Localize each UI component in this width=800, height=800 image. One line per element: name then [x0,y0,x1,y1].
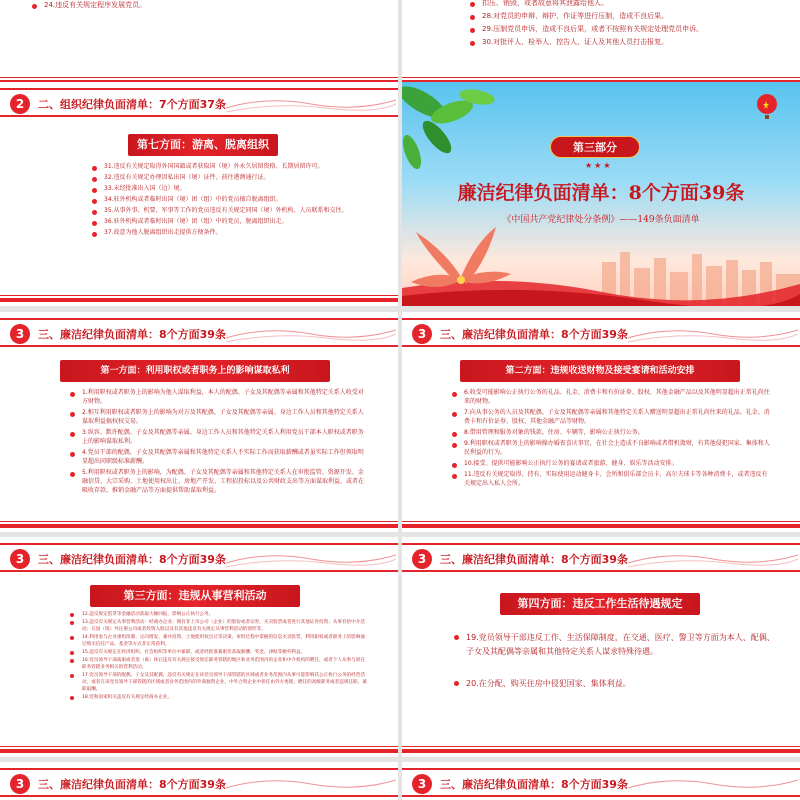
divider [0,345,398,347]
wave-decoration [226,94,396,114]
divider [402,524,800,528]
list-item: 17.党员领导干部的配偶、子女及其配偶，违反有关规定在该党员领导干部管辖的区域或者业务范围内从事可能影响其公正执行公务的经营活动，或者在该党员领导干部管辖的区域或者业务范围内的外商独资企业、中外合资企业中担任由外方委派、聘任的高级职务或者违规任职、兼职取酬。 [68,672,368,693]
divider [0,521,398,522]
lily-decoration [406,222,516,306]
section-badge: 3 [10,324,30,344]
section-badge: 3 [412,774,432,794]
list-item: 5.利用职权或者职务上的影响，为配偶、子女及其配偶等亲属和其他特定关系人在审批监管、资源开发、金融信贷、大宗采购、土地使用权出让、房地产开发、工程招投标以及公共财政支出等方面谋取利益，或者在吸收存款、推销金融产品等方面提供帮助谋取利益。 [68,468,368,495]
slide-header [0,537,398,577]
balloon-icon [752,92,782,122]
wave-decoration [628,774,798,794]
leaves-decoration [402,82,532,192]
divider [402,795,800,797]
slide-header [402,312,800,352]
part-label: 第三部分 [550,136,640,158]
aspect-title: 第七方面：游离、脱离组织 [137,138,269,151]
divider [402,521,800,522]
divider [402,749,800,753]
aspect-title: 第一方面：利用职权或者职务上的影响谋取私利 [100,366,290,376]
slide-header [0,762,398,800]
cover-background [402,82,800,306]
item-list [68,611,368,702]
list-item: 15.违反有关规定在经济组织、社会组织等单位中兼职，或者经批准兼职但获取薪酬、奖金、津贴等额外利益。 [68,649,368,656]
divider [0,298,398,302]
list-item: 34.驻外机构或者临时出国（境）团（组）中的党员擅自脱离组织。 [90,195,370,204]
section-title: 三、廉洁纪律负面清单：8个方面39条 [38,778,226,791]
list-item: 29.压制党员申诉，造成不良后果，或者不按照有关规定处理党员申诉。 [468,24,793,35]
divider [0,768,398,770]
item-list [450,388,770,490]
list-item: 30.对批评人、检举人、控告人、证人及其他人员打击报复。 [468,37,793,48]
aspect-banner [500,593,700,615]
slide-aspect-4 [402,537,800,757]
divider [0,524,398,528]
section-badge: 2 [10,94,30,114]
section-badge: 3 [10,774,30,794]
item-list [30,0,390,15]
list-item: 37.故意为他人脱离组织出走提供方便条件。 [90,228,370,237]
wave-decoration [628,549,798,569]
slide-header [0,82,398,122]
aspect-title: 第三方面：违规从事营利活动 [123,589,267,602]
divider [402,345,800,347]
divider [402,768,800,770]
list-item: 12.违反规定借贷等金融活动获取大额回报，影响公正执行公务。 [68,611,368,618]
list-item: 28.对党员的申辩、辩护、作证等进行压制，造成不良后果。 [468,11,793,22]
slide-header [402,537,800,577]
item-list [452,631,782,709]
section-title: 二、组织纪律负面清单：7个方面37条 [38,98,226,111]
divider [0,543,398,545]
list-item: 6.收受可能影响公正执行公务的礼品、礼金、消费卡和有价证券、股权、其他金融产品以及其他明显超出正常礼尚往来的财物。 [450,388,770,406]
list-item: 3.纵容、默许配偶、子女及其配偶等亲属、身边工作人员和其他特定关系人利用党员干部本人职权或者职务上的影响谋取私利。 [68,428,368,446]
divider [0,570,398,572]
divider [402,746,800,747]
wave-decoration [226,549,396,569]
slide-bottom-left [0,762,398,800]
aspect-banner [60,360,330,382]
section-title: 三、廉洁纪律负面清单：8个方面39条 [440,553,628,566]
list-item: 1.利用职权或者职务上的影响为他人谋取利益，本人的配偶、子女及其配偶等亲属和其他特定关系人收受对方财物。 [68,388,368,406]
divider [0,318,398,320]
list-item: 19.党员领导干部违反工作、生活保障制度，在交通、医疗、警卫等方面为本人、配偶、子女及其配偶等亲属和其他特定关系人谋求特殊待遇。 [452,631,782,659]
list-item: 16.党员领导干部离职或者退（离）休后违反有关规定接受原任职务管辖的地区和业务范围内的企业和中介机构的聘任，或者个人从事与原任职务管辖业务相关的营利活动。 [68,657,368,671]
divider [402,570,800,572]
list-item: 7.向从事公务的人员及其配偶、子女及其配偶等亲属和其他特定关系人赠送明显超出正常礼尚往来的礼品、礼金、消费卡和有价证券、股权、其他金融产品等财物。 [450,408,770,426]
slide-aspect-1 [0,312,398,532]
list-item: 10.接受、提供可能影响公正执行公务的宴请或者旅游、健身、娱乐等活动安排。 [450,459,770,468]
stars-decoration: ★★★ [585,161,613,170]
slide-top-right [402,0,800,88]
section-badge: 3 [412,549,432,569]
section-title: 三、廉洁纪律负面清单：8个方面39条 [38,553,226,566]
section-title: 三、廉洁纪律负面清单：8个方面39条 [440,778,628,791]
item-list [90,162,370,239]
section-badge: 3 [10,549,30,569]
divider [402,318,800,320]
slide-org-discipline [0,82,398,306]
list-item: 14.利用参与企业重组改制、定向增发、兼并投资、土地使用权出让等决策、审批过程中掌握的信息买卖股票，利用职权或者职务上的影响通过购买信托产品、基金等方式非正常获利。 [68,634,368,648]
divider [0,295,398,296]
section-title: 三、廉洁纪律负面清单：8个方面39条 [440,328,628,341]
list-item: 32.违反有关规定办理因私出国（境）证件、前往港澳通行证。 [90,173,370,182]
divider [0,749,398,753]
list-item: 24.违反有关规定程序发展党员。 [30,0,390,11]
slide-aspect-3 [0,537,398,757]
list-item: 8.借用管理和服务对象的钱款、住房、车辆等，影响公正执行公务。 [450,428,770,437]
divider [402,543,800,545]
wave-decoration [226,774,396,794]
slide-top-left [0,0,398,88]
divider [0,795,398,797]
list-item: 35.从事外事、机要、军事等工作的党员违反有关规定同国（境）外机构、人员联系和交往。 [90,206,370,215]
slide-header [402,762,800,800]
wave-decoration [226,324,396,344]
list-item: 20.在分配、购买住房中侵犯国家、集体利益。 [452,677,782,691]
cover-title: 廉洁纪律负面清单：8个方面39条 [457,182,745,204]
divider [402,77,800,78]
list-item: 36.驻外机构或者临时出国（境）团（组）中的党员，脱离组织出走。 [90,217,370,226]
aspect-title: 第四方面：违反工作生活待遇规定 [517,597,683,610]
list-item: 13.违反有关规定从事营利活动：经商办企业；拥有非上市公司（企业）的股份或者证券，买卖股票或者进行其他证券投资；从事有偿中介活动；在国（境）外注册公司或者投资入股以及有其他违反有关规定从事营利活动的情形等。 [68,619,368,633]
slide-aspect-2 [402,312,800,532]
slide-header [0,312,398,352]
aspect-banner [128,134,278,156]
divider [0,746,398,747]
divider [0,115,398,117]
slide-bottom-right [402,762,800,800]
section-title: 三、廉洁纪律负面清单：8个方面39条 [38,328,226,341]
list-item: 11.违反有关规定取得、持有、实际使用运动健身卡、会所和俱乐部会员卡、高尔夫球卡等各种消费卡，或者违反有关规定出入私人会所。 [450,470,770,488]
slide-cover [402,82,800,306]
list-item: 2.相互利用职权或者职务上的影响为对方及其配偶、子女及其配偶等亲属、身边工作人员和其他特定关系人谋取利益搞权权交易。 [68,408,368,426]
list-item: 扣压、销毁，或者故意将其泄露给他人。 [468,0,793,9]
list-item: 9.利用职权或者职务上的影响操办婚丧喜庆事宜，在社会上造成不良影响或者借机敛财，有其他侵犯国家、集体和人民利益的行为。 [450,439,770,457]
aspect-banner [460,360,740,382]
aspect-title: 第二方面：违规收送财物及接受宴请和活动安排 [505,366,695,376]
list-item: 18.党和国家机关违反有关规定经商办企业。 [68,694,368,701]
item-list [68,388,368,497]
item-list [468,0,793,50]
divider [0,88,398,90]
list-item: 4.党员干部的配偶、子女及其配偶等亲属和其他特定关系人不实际工作而获取薪酬或者虽实际工作但领取明显超出同职级标准薪酬。 [68,448,368,466]
list-item: 31.违反有关规定取得外国国籍或者获取国（境）外永久居留资格、长期居留许可。 [90,162,370,171]
section-badge: 3 [412,324,432,344]
divider [0,77,398,78]
aspect-banner [90,585,300,607]
list-item: 33.未经批准出入国（边）境。 [90,184,370,193]
cover-subtitle: 《中国共产党纪律处分条例》——149条负面清单 [502,215,700,225]
wave-decoration [628,324,798,344]
